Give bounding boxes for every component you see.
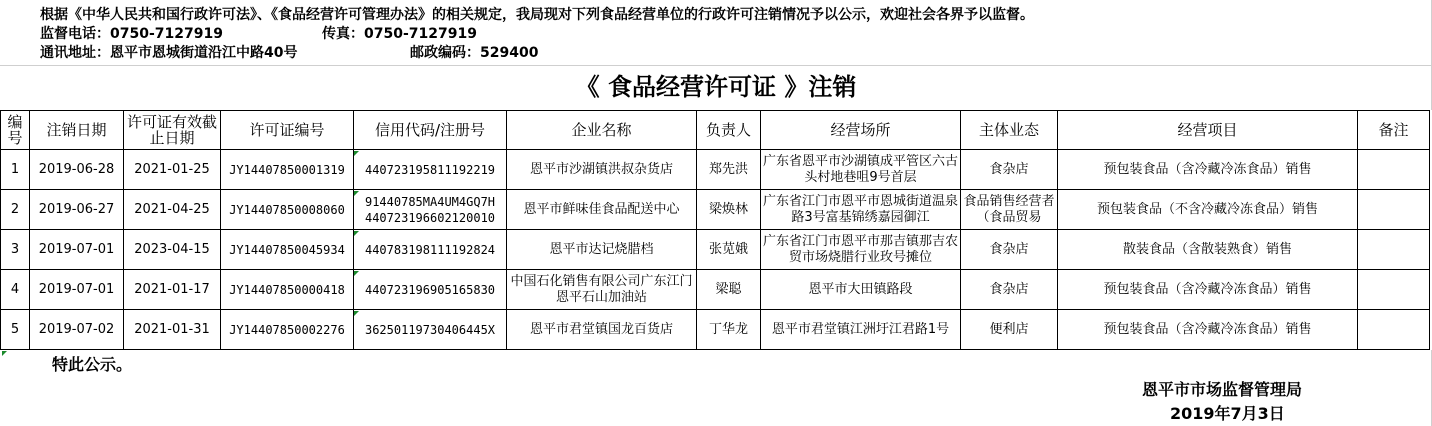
cell-place-text: 广东省江门市恩平市那吉镇那吉农贸市场烧腊行业玫号摊位 — [763, 233, 958, 265]
col-header: 注销日期 — [30, 111, 124, 150]
cell-license: JY14407850008060 — [221, 190, 354, 230]
cell-expiry: 2021-01-25 — [124, 150, 221, 190]
table-row — [1, 270, 1430, 310]
cell-items: 散装食品（含散装熟食）销售 — [1058, 230, 1358, 270]
gridline — [0, 65, 1432, 66]
cell-items: 预包装食品（含冷藏冷冻食品）销售 — [1058, 150, 1358, 190]
cell-cancel-date: 2019-07-01 — [30, 270, 124, 310]
col-header: 信用代码/注册号 — [354, 111, 507, 150]
cell-marker-icon — [2, 351, 7, 356]
cell-company: 恩平市达记烧腊档 — [507, 230, 697, 270]
cancellation-table — [0, 110, 1430, 350]
table-row — [1, 190, 1430, 230]
cell-license: JY14407850045934 — [221, 230, 354, 270]
cell-expiry: 2021-04-25 — [124, 190, 221, 230]
cell-license: JY14407850001319 — [221, 150, 354, 190]
col-header: 负责人 — [697, 111, 761, 150]
cell-company: 恩平市君堂镇国龙百货店 — [507, 310, 697, 350]
cell-remark — [1358, 190, 1430, 230]
cell-person: 张苋娥 — [697, 230, 761, 270]
cell-person: 郑先洪 — [697, 150, 761, 190]
table-row — [1, 310, 1430, 350]
cell-place — [761, 310, 961, 350]
cell-company: 恩平市沙湖镇洪叔杂货店 — [507, 150, 697, 190]
col-header: 经营场所 — [761, 111, 961, 150]
cell-license: JY14407850000418 — [221, 270, 354, 310]
cell-expiry: 2023-04-15 — [124, 230, 221, 270]
fax-text: 传真：0750-7127919 — [322, 26, 477, 42]
postcode-text: 邮政编码：529400 — [410, 45, 539, 61]
cell-no: 2 — [1, 190, 30, 230]
col-header: 备注 — [1358, 111, 1430, 150]
col-header: 主体业态 — [961, 111, 1058, 150]
cell-license: JY14407850002276 — [221, 310, 354, 350]
cell-credit: 440723195811192219 — [354, 150, 507, 190]
cell-marker-icon — [354, 231, 359, 236]
cell-remark — [1358, 230, 1430, 270]
cell-place — [761, 230, 961, 270]
cell-person: 丁华龙 — [697, 310, 761, 350]
cell-credit: 36250119730406445X — [354, 310, 507, 350]
cell-marker-icon — [354, 271, 359, 276]
cell-place-text: 广东省江门市恩平市恩城街道温泉路3号富基锦绣嘉园御江 — [763, 193, 958, 225]
col-header: 经营项目 — [1058, 111, 1358, 150]
cell-person: 梁聪 — [697, 270, 761, 310]
address-text: 通讯地址：恩平市恩城街道沿江中路40号 — [40, 45, 298, 61]
cell-no: 3 — [1, 230, 30, 270]
col-header: 许可证编号 — [221, 111, 354, 150]
cell-remark — [1358, 150, 1430, 190]
phone-text: 监督电话：0750-7127919 — [40, 26, 223, 42]
cell-company: 中国石化销售有限公司广东江门恩平石山加油站 — [507, 270, 697, 310]
cell-cancel-date: 2019-07-01 — [30, 230, 124, 270]
cell-place — [761, 150, 961, 190]
cell-place — [761, 270, 961, 310]
page-title: 《 食品经营许可证 》注销 — [575, 73, 857, 101]
cell-credit: 440783198111192824 — [354, 230, 507, 270]
table-header-row — [1, 111, 1430, 150]
cell-company: 恩平市鲜味佳食品配送中心 — [507, 190, 697, 230]
cell-person: 梁焕林 — [697, 190, 761, 230]
cell-items: 预包装食品（含冷藏冷冻食品）销售 — [1058, 270, 1358, 310]
cell-no: 4 — [1, 270, 30, 310]
cell-expiry: 2021-01-31 — [124, 310, 221, 350]
cell-expiry: 2021-01-17 — [124, 270, 221, 310]
cell-type: 食杂店 — [961, 150, 1058, 190]
col-header: 许可证有效截止日期 — [124, 111, 221, 150]
cell-no: 1 — [1, 150, 30, 190]
cell-items: 预包装食品（含冷藏冷冻食品）销售 — [1058, 310, 1358, 350]
cell-credit: 91440785MA4UM4GQ7H 440723196602120010 — [354, 190, 507, 230]
issue-date: 2019年7月3日 — [1170, 404, 1285, 423]
cell-cancel-date: 2019-06-27 — [30, 190, 124, 230]
cell-type — [961, 190, 1058, 230]
cell-credit: 440723196905165830 — [354, 270, 507, 310]
cell-cancel-date: 2019-07-02 — [30, 310, 124, 350]
cell-marker-icon — [354, 311, 359, 316]
announce-text: 特此公示。 — [52, 355, 133, 374]
agency-name: 恩平市市场监督管理局 — [1142, 380, 1303, 399]
table-row — [1, 230, 1430, 270]
cell-remark — [1358, 270, 1430, 310]
cell-cancel-date: 2019-06-28 — [30, 150, 124, 190]
cell-place-text: 广东省恩平市沙湖镇成平管区六古头村地巷咀9号首层 — [763, 153, 958, 185]
cell-remark — [1358, 310, 1430, 350]
cell-place-text: 恩平市大田镇路段 — [808, 281, 913, 297]
col-header: 编号 — [1, 111, 30, 150]
cell-marker-icon — [354, 191, 359, 196]
notice-text: 根据《中华人民共和国行政许可法》、《食品经营许可管理办法》的相关规定，我局现对下列食品经营单位的行政许可注销情况予以公示，欢迎社会各界予以监督。 — [40, 7, 1034, 23]
cell-marker-icon — [354, 151, 359, 156]
col-header: 企业名称 — [507, 111, 697, 150]
cell-no: 5 — [1, 310, 30, 350]
cell-place-text: 恩平市君堂镇江洲圩江君路1号 — [771, 321, 950, 337]
table-row — [1, 150, 1430, 190]
cell-type-text: 食品销售经营者（食品贸易 — [963, 193, 1055, 225]
cell-items: 预包装食品（不含冷藏冷冻食品）销售 — [1058, 190, 1358, 230]
cell-type: 食杂店 — [961, 230, 1058, 270]
cell-place — [761, 190, 961, 230]
cell-type: 食杂店 — [961, 270, 1058, 310]
cell-type: 便利店 — [961, 310, 1058, 350]
